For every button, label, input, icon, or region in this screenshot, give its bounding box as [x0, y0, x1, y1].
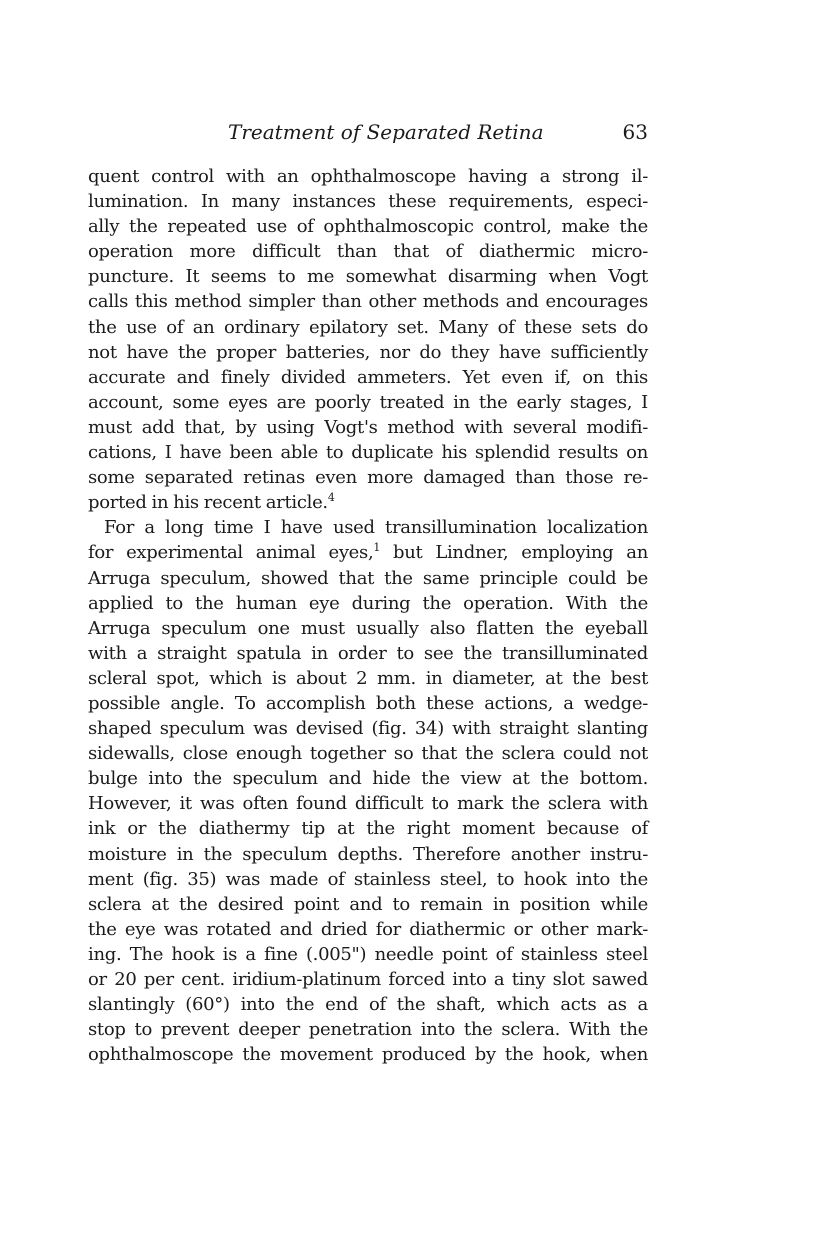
- text-line: accurate and finely divided ammeters. Yet even if, on this: [88, 366, 648, 388]
- text-line: the use of an ordinary epilatory set. Many of these sets do: [88, 316, 648, 338]
- text-fragment: for experimental animal eyes,: [88, 542, 374, 564]
- text-line: scleral spot, which is about 2 mm. in diameter, at the best: [88, 667, 648, 689]
- text-line: [88, 540, 648, 565]
- text-line: ally the repeated use of ophthalmoscopic control, make the: [88, 216, 648, 238]
- text-line: ink or the diathermy tip at the right moment because of: [88, 818, 648, 840]
- running-head: [88, 118, 648, 146]
- footnote-reference[interactable]: 4: [327, 491, 335, 505]
- text-line: quent control with an ophthalmoscope having a strong il-: [88, 166, 648, 187]
- text-line: Arruga speculum one must usually also flatten the eyeball: [88, 617, 648, 639]
- body-text: [88, 164, 648, 1067]
- footnote-reference[interactable]: 1: [373, 541, 381, 555]
- text-line: cations, I have been able to duplicate his splendid results on: [88, 442, 648, 464]
- text-line: or 20 per cent. iridium-platinum forced into a tiny slot sawed: [88, 969, 648, 990]
- text-line: sclera at the desired point and to remain in position while: [88, 893, 648, 915]
- text-line: However, it was often found difficult to mark the sclera with: [88, 793, 648, 815]
- text-line: For a long time I have used transillumination localization: [104, 517, 648, 539]
- text-line: ing. The hook is a fine (.005") needle point of stainless steel: [88, 943, 648, 965]
- text-line: must add that, by using Vogt's method with several modifi-: [88, 416, 648, 438]
- paragraph-2: [88, 515, 648, 1067]
- text-line: account, some eyes are poorly treated in the early stages, I: [88, 391, 648, 413]
- text-line: lumination. In many instances these requirements, especi-: [88, 191, 648, 213]
- text-line: slantingly (60°) into the end of the shaft, which acts as a: [88, 994, 648, 1016]
- text-line: stop to prevent deeper penetration into the sclera. With the: [88, 1019, 648, 1041]
- text-line: moisture in the speculum depths. Therefore another instru-: [88, 843, 648, 865]
- text-line: Arruga speculum, showed that the same principle could be: [88, 567, 648, 589]
- text-line: the eye was rotated and dried for diathermic or other mark-: [88, 918, 648, 940]
- text-line: some separated retinas even more damaged than those re-: [88, 467, 648, 489]
- text-line: shaped speculum was devised (fig. 34) with straight slanting: [88, 718, 648, 740]
- text-line: with a straight spatula in order to see the transilluminated: [88, 642, 648, 664]
- text-fragment: ported in his recent article.: [88, 492, 328, 514]
- text-line: possible angle. To accomplish both these actions, a wedge-: [88, 692, 648, 714]
- paragraph-1: [88, 164, 648, 515]
- text-line: operation more difficult than that of diathermic micro-: [88, 241, 648, 263]
- text-line: bulge into the speculum and hide the view at the bottom.: [88, 768, 648, 790]
- text-line: ment (fig. 35) was made of stainless steel, to hook into the: [88, 868, 648, 890]
- text-line: puncture. It seems to me somewhat disarming when Vogt: [88, 266, 648, 288]
- text-line: calls this method simpler than other methods and encourages: [88, 291, 648, 313]
- page-number: 63: [622, 120, 648, 144]
- text-line: sidewalls, close enough together so that the sclera could not: [88, 743, 648, 765]
- text-fragment: but Lindner, employing an: [380, 542, 649, 564]
- running-title: Treatment of Separated Retina: [228, 120, 544, 144]
- text-line: not have the proper batteries, nor do they have sufficiently: [88, 341, 648, 363]
- text-line: ophthalmoscope the movement produced by the hook, when: [88, 1044, 648, 1066]
- text-line: applied to the human eye during the operation. With the: [88, 592, 648, 614]
- text-line: [88, 490, 648, 515]
